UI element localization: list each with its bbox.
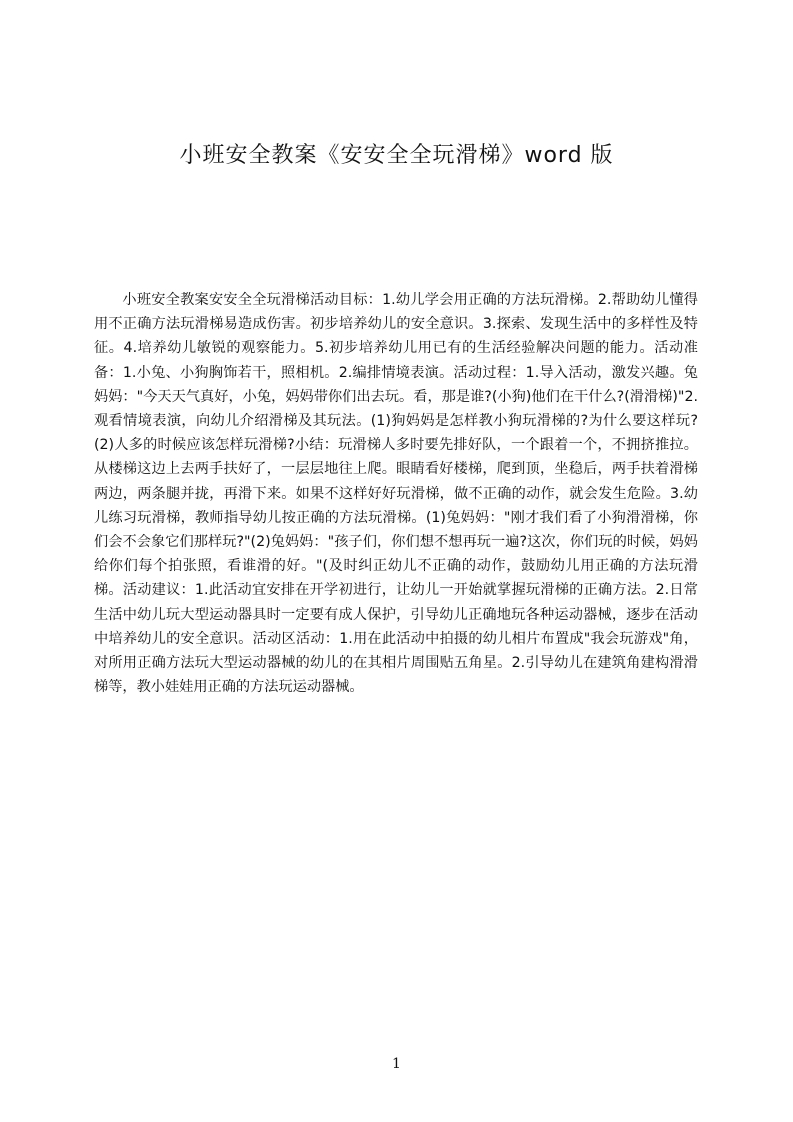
page-number: 1	[392, 1056, 401, 1072]
document-body-paragraph: 小班安全教案安安全全玩滑梯活动目标：1.幼儿学会用正确的方法玩滑梯。2.帮助幼儿懂得用不正确方法玩滑梯易造成伤害。初步培养幼儿的安全意识。3.探索、发现生活中的多样性及特征。4.培养幼儿敏锐的观察能力。5.初步培养幼儿用已有的生活经验解决问题的能力。活动准备：1.小兔、小狗胸饰若干，照相机。2.编排情境表演。活动过程：1.导入活动，激发兴趣。兔妈妈："今天天气真好，小兔，妈妈带你们出去玩。看，那是谁?(小狗)他们在干什么?(滑滑梯)"2.观看情境表演，向幼儿介绍滑梯及其玩法。(1)狗妈妈是怎样教小狗玩滑梯的?为什么要这样玩?(2)人多的时候应该怎样玩滑梯?小结：玩滑梯人多时要先排好队，一个跟着一个，不拥挤推拉。从楼梯这边上去两手扶好了，一层层地往上爬。眼睛看好楼梯，爬到顶，坐稳后，两手扶着滑梯两边，两条腿并拢，再滑下来。如果不这样好好玩滑梯，做不正确的动作，就会发生危险。3.幼儿练习玩滑梯，教师指导幼儿按正确的方法玩滑梯。(1)兔妈妈："刚才我们看了小狗滑滑梯，你们会不会象它们那样玩?"(2)兔妈妈："孩子们，你们想不想再玩一遍?这次，你们玩的时候，妈妈给你们每个拍张照，看谁滑的好。"(及时纠正幼儿不正确的动作，鼓励幼儿用正确的方法玩滑梯。活动建议：1.此活动宜安排在开学初进行，让幼儿一开始就掌握玩滑梯的正确方法。2.日常生活中幼儿玩大型运动器具时一定要有成人保护，引导幼儿正确地玩各种运动器械，逐步在活动中培养幼儿的安全意识。活动区活动：1.用在此活动中拍摄的幼儿相片布置成"我会玩游戏"角，对所用正确方法玩大型运动器械的幼儿的在其相片周围贴五角星。2.引导幼儿在建筑角建构滑滑梯等，教小娃娃用正确的方法玩运动器械。	[94, 292, 698, 696]
document-title: 小班安全教案《安安全全玩滑梯》word 版	[179, 143, 614, 168]
